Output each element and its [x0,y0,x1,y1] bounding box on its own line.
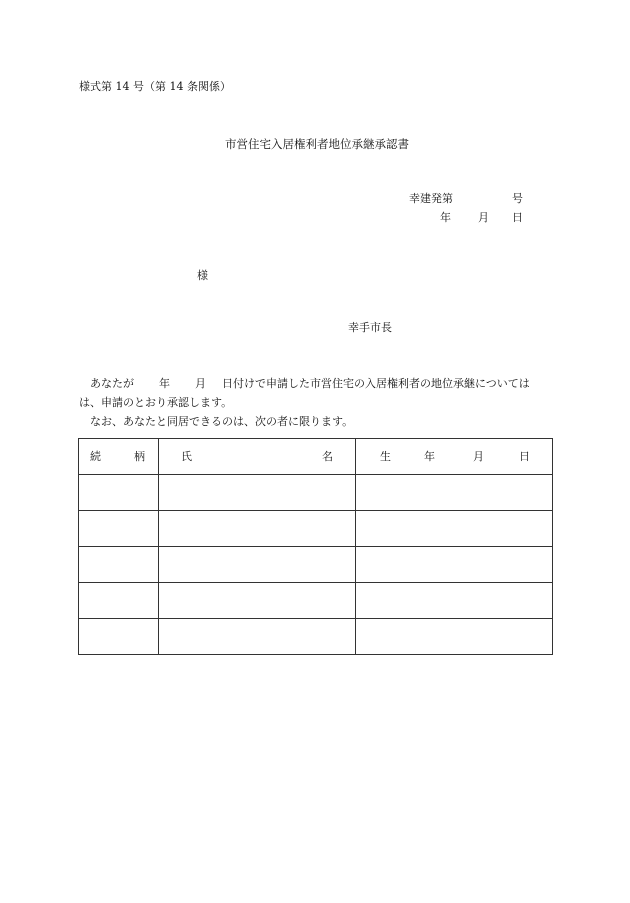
relationship-cell[interactable] [79,619,159,655]
body-year-label: 年 [159,377,170,390]
relationship-header-char-2: 柄 [134,450,145,463]
birthdate-cell[interactable] [356,547,553,583]
name-header-char-1: 氏 [181,450,192,463]
relationship-cell[interactable] [79,511,159,547]
relationship-cell[interactable] [79,547,159,583]
birthdate-cell[interactable] [356,511,553,547]
issuer-name: 幸手市長 [348,321,392,334]
body-month-label: 月 [195,377,206,390]
name-header [159,439,356,475]
document-number-suffix: 号 [512,192,523,205]
birthdate-header-char-1: 生 [380,450,391,463]
body-paragraph-line-2: は、申請のとおり承認します。 [79,396,233,409]
birthdate-cell[interactable] [356,619,553,655]
name-header-char-2: 名 [322,450,333,463]
table-row [79,511,553,547]
addressee-honorific: 様 [197,269,208,282]
relationship-cell[interactable] [79,583,159,619]
table-row [79,619,553,655]
name-cell[interactable] [159,619,356,655]
table-row [79,583,553,619]
relationship-header-char-1: 続 [90,450,101,463]
table-row [79,547,553,583]
date-day-label: 日 [512,211,523,224]
birthdate-header-char-3: 月 [473,450,484,463]
body-text-c: なお、あなたと同居できるのは、次の者に限ります。 [90,415,354,428]
form-number: 様式第 14 号（第 14 条関係） [79,80,231,93]
name-cell[interactable] [159,475,356,511]
relationship-header [79,439,159,475]
document-number-prefix: 幸建発第 [409,192,453,205]
body-text-a: あなたが [90,377,134,390]
date-year-label: 年 [440,211,451,224]
table-row [79,475,553,511]
body-text-b: 日付けで申請した市営住宅の入居権利者の地位承継については [222,377,530,390]
table-header-row [79,439,553,475]
birthdate-header-char-2: 年 [424,450,435,463]
body-paragraph-line-1 [79,377,559,391]
date-month-label: 月 [478,211,489,224]
document-title: 市営住宅入居権利者地位承継承認書 [225,137,409,151]
birthdate-header-char-4: 日 [519,450,530,463]
birthdate-header [356,439,553,475]
name-cell[interactable] [159,583,356,619]
body-paragraph-line-3 [79,415,353,429]
birthdate-cell[interactable] [356,583,553,619]
relationship-cell[interactable] [79,475,159,511]
name-cell[interactable] [159,511,356,547]
name-cell[interactable] [159,547,356,583]
household-members-table [78,438,553,655]
birthdate-cell[interactable] [356,475,553,511]
